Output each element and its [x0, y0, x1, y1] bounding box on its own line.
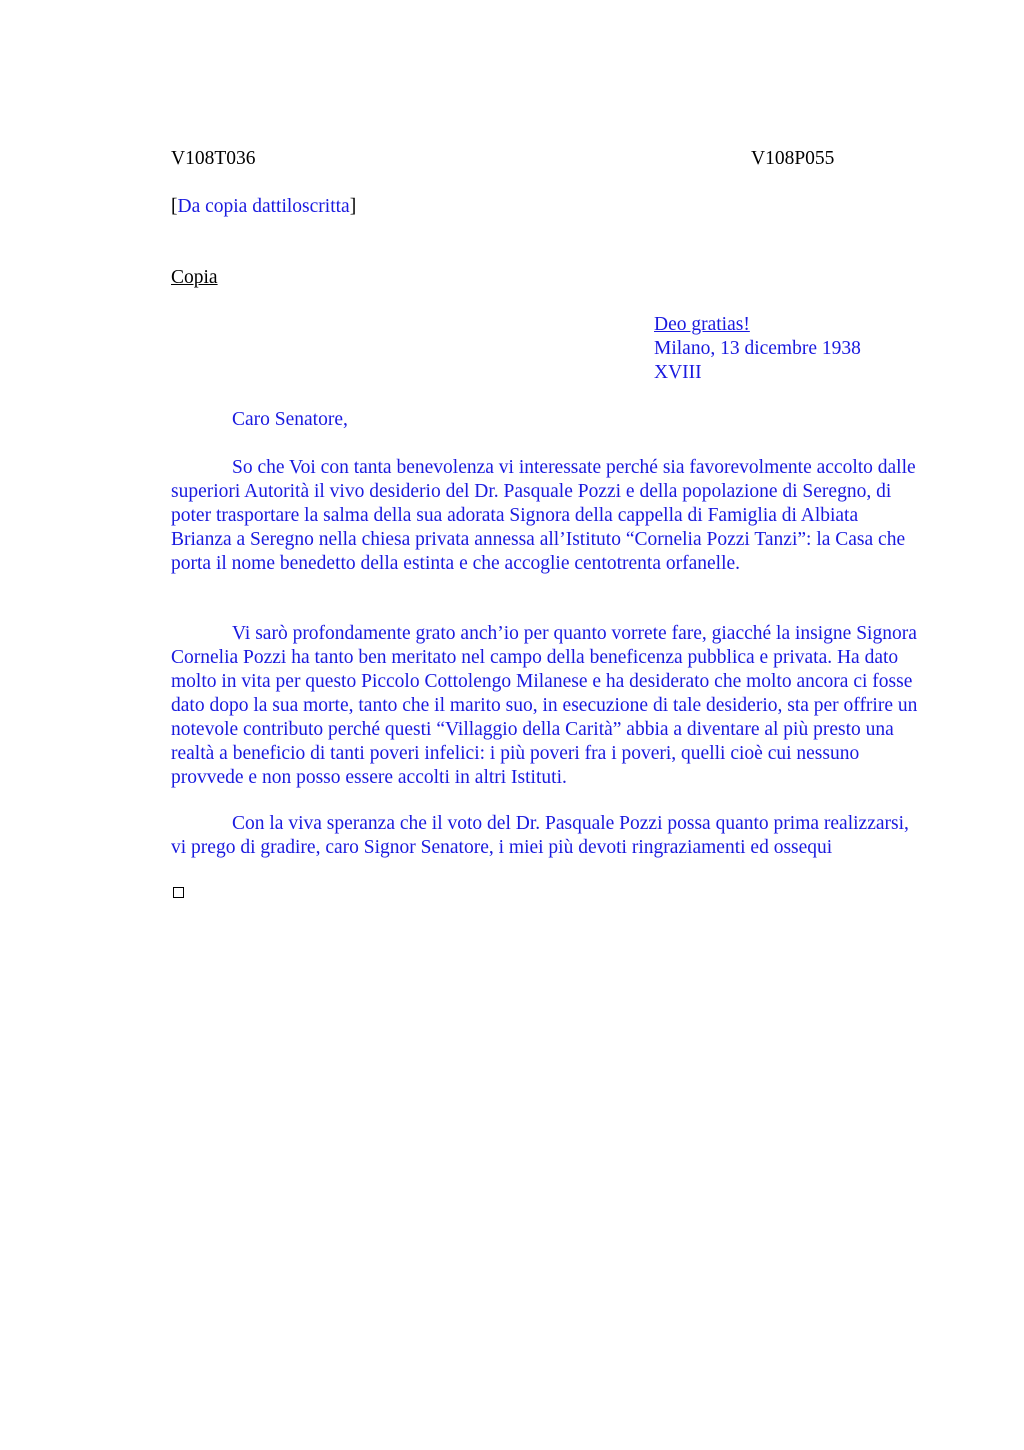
- era-year: XVIII: [654, 362, 702, 383]
- document-code-left: V108T036: [171, 148, 256, 169]
- greeting: Caro Senatore,: [232, 409, 348, 430]
- source-note-text: Da copia dattiloscritta: [177, 196, 350, 217]
- invocation: Deo gratias!: [654, 314, 750, 335]
- source-note-close-bracket: ]: [349, 196, 357, 217]
- letter-paragraph-3: Con la viva speranza che il voto del Dr. Pasquale Pozzi possa quanto prima realizzarsi, vi prego di gradire, caro Signor Senatore, i miei più devoti ringraziamenti ed ossequi: [171, 813, 909, 858]
- end-marker-box-icon: [173, 887, 184, 898]
- letter-paragraph-1: So che Voi con tanta benevolenza vi interessate perché sia favorevolmente accolto dalle superiori Autorità il vivo desiderio del Dr. Pasquale Pozzi e della popolazione di Seregno, di poter trasportare la salma della sua adorata Signora della cappella di Famiglia di Albiata Brianza a Seregno nella chiesa privata annessa all’Istituto “Cornelia Pozzi Tanzi”: la Casa che porta il nome benedetto della estinta e che accoglie centotrenta orfanelle.: [171, 457, 916, 574]
- source-note-open-bracket: [: [171, 196, 178, 217]
- document-code-right: V108P055: [751, 148, 835, 169]
- letter-paragraph-2: Vi sarò profondamente grato anch’io per quanto vorrete fare, giacché la insigne Signora Cornelia Pozzi ha tanto ben meritato nel campo della beneficenza pubblica e privata. Ha dato molto in vita per questo Piccolo Cottolengo Milanese e ha desiderato che molto ancora ci fosse dato dopo la sua morte, tanto che il marito suo, in esecuzione di tale desiderio, sta per offrire un notevole contributo perché questi “Villaggio della Carità” abbia a diventare al più presto una realtà a beneficio di tanti poveri infelici: i più poveri fra i poveri, quelli cioè cui nessuno provvede e non posso essere accolti in altri Istituti.: [171, 623, 918, 788]
- copy-label: Copia: [171, 267, 218, 288]
- source-note: [171, 195, 356, 219]
- date-block: [654, 313, 861, 385]
- place-date: Milano, 13 dicembre 1938: [654, 338, 861, 359]
